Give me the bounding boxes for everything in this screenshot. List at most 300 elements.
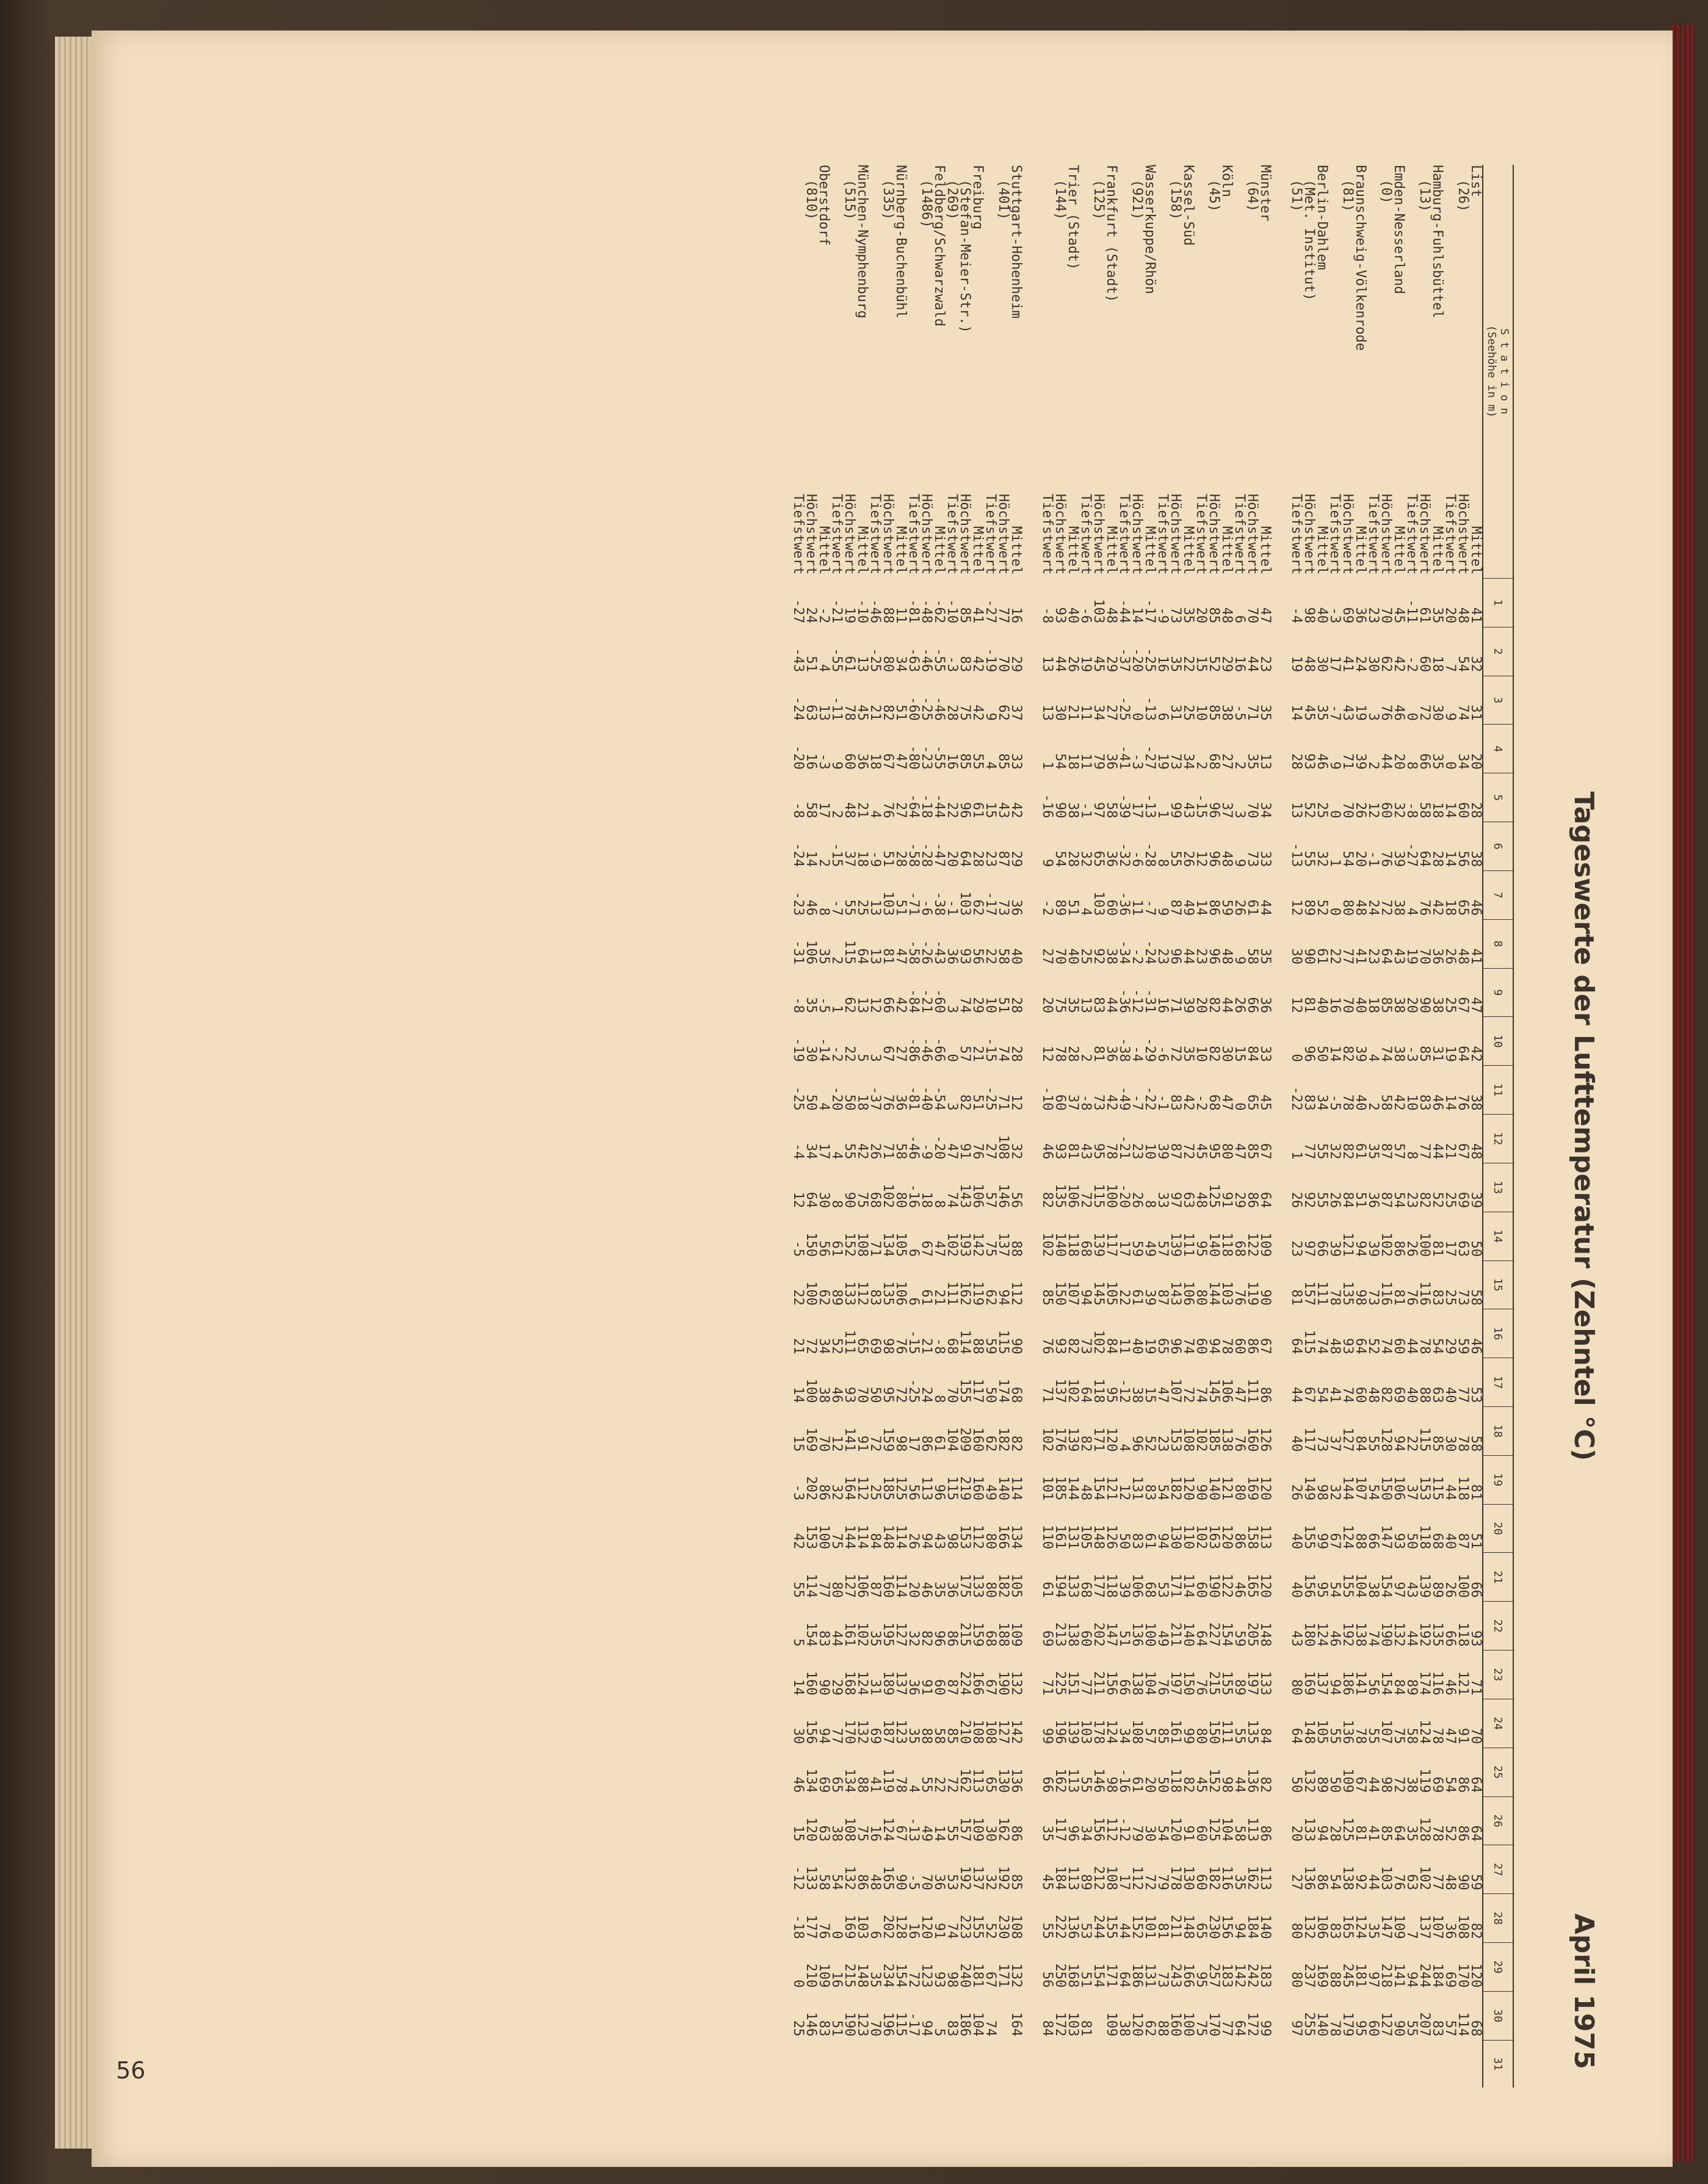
temperature-value: 35 <box>1245 753 1260 770</box>
temperature-value: 73 <box>1078 1338 1093 1354</box>
temperature-value: 68 <box>1142 1582 1157 1598</box>
temperature-value: 26 <box>1442 1582 1458 1598</box>
temperature-value: 13 <box>1257 753 1273 770</box>
temperature-value: 156 <box>1104 1671 1119 1696</box>
temperature-value: -39 <box>1116 794 1132 819</box>
temperature-value: 86 <box>1008 1825 1024 1842</box>
temperature-value: 43 <box>1391 948 1406 965</box>
temperature-value: -28 <box>1142 842 1157 867</box>
temperature-value: 92 <box>1353 1874 1368 1890</box>
value-type-label: Höchstwert <box>1378 493 1394 575</box>
temperature-value: 105 <box>1104 1281 1119 1306</box>
temperature-value: 155 <box>1104 1914 1119 1939</box>
temperature-value: 55 <box>970 753 985 770</box>
temperature-value: 83 <box>1417 1094 1432 1111</box>
temperature-value: -1 <box>944 899 960 916</box>
temperature-value: 15 <box>1193 656 1209 673</box>
temperature-value: 64 <box>1455 1046 1471 1062</box>
temperature-value: 108 <box>1181 1427 1196 1452</box>
temperature-value: -32 <box>1116 842 1132 867</box>
station-name-cell: Stuttgart-Hohenheim <box>1008 165 1024 319</box>
temperature-value: 21 <box>855 802 870 819</box>
temperature-value: 47 <box>1219 1094 1234 1111</box>
temperature-value <box>1469 2040 1483 2088</box>
temperature-value: 1 <box>1155 810 1170 819</box>
temperature-value: 69 <box>1340 607 1355 624</box>
temperature-value: 137 <box>970 1866 985 1890</box>
temperature-value: 58 <box>1404 1727 1419 1745</box>
temperature-value: -18 <box>919 794 934 819</box>
temperature-value: 84 <box>1104 1338 1119 1354</box>
temperature-value: 98 <box>893 1435 908 1452</box>
temperature-value: 146 <box>803 2012 819 2037</box>
temperature-value: 33 <box>1257 850 1273 867</box>
temperature-value: -38 <box>1116 1037 1132 1062</box>
temperature-value: -9 <box>919 1143 934 1160</box>
temperature-value: 113 <box>1245 1817 1260 1842</box>
temperature-value: 48 <box>1366 1387 1381 1403</box>
temperature-value: 172 <box>1052 2012 1068 2037</box>
temperature-value: 20 <box>1040 997 1055 1013</box>
temperature-value: 116 <box>1417 1281 1432 1306</box>
temperature-value: 28 <box>970 850 985 867</box>
temperature-value: 0 <box>829 1931 844 1939</box>
temperature-value: 111 <box>1219 1719 1234 1745</box>
temperature-value: 22 <box>842 1046 857 1062</box>
temperature-value: 76 <box>880 802 896 819</box>
temperature-value: 18 <box>1430 656 1445 673</box>
temperature-value <box>1143 2040 1156 2088</box>
temperature-value: 84 <box>867 1533 883 1549</box>
temperature-value: 68 <box>1468 2020 1483 2037</box>
temperature-value: 22 <box>1327 948 1342 965</box>
temperature-value: 84 <box>1340 1191 1355 1209</box>
temperature-value: 57 <box>1442 2020 1458 2037</box>
temperature-value: 59 <box>1129 1240 1145 1257</box>
temperature-value: 26 <box>1181 850 1196 867</box>
temperature-value: 56 <box>1366 1679 1381 1696</box>
temperature-value: 51 <box>1078 1971 1093 1988</box>
temperature-value: 47 <box>1232 1143 1247 1160</box>
temperature-value: 192 <box>957 1866 972 1890</box>
temperature-value: 86 <box>1455 1776 1471 1793</box>
temperature-value: -5 <box>1232 704 1247 721</box>
temperature-value: 35 <box>1366 1923 1381 1939</box>
temperature-value: 110 <box>1040 1525 1055 1549</box>
table-row <box>1092 165 1105 2088</box>
temperature-value: -6 <box>1078 607 1093 624</box>
temperature-value: 127 <box>842 1574 857 1598</box>
temperature-value: 98 <box>1314 1484 1330 1501</box>
temperature-value: 83 <box>1129 1533 1145 1549</box>
temperature-value: 82 <box>1078 1435 1093 1452</box>
station-name-cell: Feldberg/Schwarzwald <box>932 165 947 327</box>
station-name-cell <box>792 165 805 470</box>
temperature-value: 70 <box>1417 948 1432 965</box>
temperature-value: 35 <box>867 1971 883 1988</box>
temperature-value: 81 <box>1430 1240 1445 1257</box>
temperature-value: 4 <box>829 1151 844 1160</box>
day-header: 13 <box>1483 1163 1513 1212</box>
temperature-value: -86 <box>906 1037 921 1062</box>
temperature-value: -47 <box>932 842 947 867</box>
temperature-value: 130 <box>996 1768 1011 1793</box>
temperature-value: -7 <box>1327 704 1342 721</box>
temperature-value: 44 <box>1430 1143 1445 1160</box>
temperature-value: 182 <box>996 1574 1011 1598</box>
temperature-value: -27 <box>791 599 806 624</box>
temperature-value: -43 <box>791 648 806 673</box>
temperature-value: 67 <box>1327 1533 1342 1549</box>
temperature-value: -55 <box>932 648 947 673</box>
temperature-value: 55 <box>1327 1727 1342 1745</box>
value-type-label: Tiefstwert <box>944 493 960 575</box>
station-name-cell: München-Nymphenburg <box>855 165 870 319</box>
temperature-value: 150 <box>1378 1476 1394 1501</box>
temperature-value: 70 <box>867 2020 883 2037</box>
temperature-value: -46 <box>919 648 934 673</box>
temperature-value: 33 <box>1155 1191 1170 1209</box>
temperature-value <box>920 2040 933 2088</box>
temperature-value: 40 <box>1404 1387 1419 1403</box>
temperature-value: 99 <box>1257 2020 1273 2037</box>
temperature-value: 26 <box>1232 997 1247 1013</box>
station-name-cell: Köln <box>1219 165 1234 197</box>
temperature-value: 9 <box>829 761 844 770</box>
temperature-value: 88 <box>1353 1533 1368 1549</box>
temperature-value: 103 <box>1091 891 1106 916</box>
temperature-value: 20 <box>1193 607 1209 624</box>
temperature-value: 28 <box>1289 753 1304 770</box>
temperature-value: 48 <box>1219 948 1234 965</box>
book-page <box>92 31 1673 2167</box>
temperature-value: 36 <box>932 1874 947 1890</box>
temperature-value: 114 <box>855 1525 870 1549</box>
temperature-value: 105 <box>1008 1574 1024 1598</box>
temperature-value: 99 <box>1040 1727 1055 1745</box>
temperature-value: 48 <box>842 802 857 819</box>
temperature-value: 114 <box>1181 1574 1196 1598</box>
temperature-value: 133 <box>1257 1671 1273 1696</box>
temperature-value: 3 <box>867 1054 883 1062</box>
temperature-value: -13 <box>1289 842 1304 867</box>
temperature-value <box>817 2040 830 2088</box>
temperature-value: 39 <box>1353 1046 1368 1062</box>
temperature-value: 39 <box>1366 1240 1381 1257</box>
temperature-value: 90 <box>1193 1484 1209 1501</box>
temperature-value: 46 <box>1468 1338 1483 1354</box>
temperature-value: 154 <box>1091 1963 1106 1988</box>
station-name-cell: (125) <box>1091 179 1106 220</box>
temperature-value: 6 <box>906 1248 921 1257</box>
temperature-value: 101 <box>1142 1914 1157 1939</box>
temperature-value: 32 <box>1314 850 1330 867</box>
table-row <box>1380 165 1392 2088</box>
temperature-value: 95 <box>880 1387 896 1403</box>
temperature-value: 60 <box>1353 1387 1368 1403</box>
temperature-value: 60 <box>1193 1582 1209 1598</box>
temperature-value: 63 <box>1181 1191 1196 1209</box>
temperature-value: 58 <box>1245 948 1260 965</box>
temperature-value: 118 <box>1455 1622 1471 1647</box>
temperature-value: 94 <box>1314 1825 1330 1842</box>
temperature-value: 104 <box>1142 1671 1157 1696</box>
temperature-value: -15 <box>1193 794 1209 819</box>
temperature-value: 64 <box>1232 2020 1247 2037</box>
temperature-value: 18 <box>1442 899 1458 916</box>
temperature-value: 4 <box>1366 1054 1381 1062</box>
temperature-value: 18 <box>855 1094 870 1111</box>
temperature-value: -17 <box>1142 599 1157 624</box>
station-name-cell: (158) <box>1168 179 1183 220</box>
temperature-value: 120 <box>1129 2012 1145 2037</box>
temperature-value: 86 <box>1455 1825 1471 1842</box>
temperature-value: 23 <box>1155 1435 1170 1452</box>
temperature-value: 23 <box>983 850 998 867</box>
temperature-value: 67 <box>1353 1776 1368 1793</box>
temperature-value: 165 <box>1340 1914 1355 1939</box>
temperature-value: 84 <box>1391 1679 1406 1696</box>
temperature-value: 124 <box>880 1817 896 1842</box>
temperature-value: 22 <box>1181 656 1196 673</box>
temperature-value: 41 <box>1340 656 1355 673</box>
temperature-value: 37 <box>1404 1484 1419 1501</box>
temperature-value: 86 <box>944 1630 960 1647</box>
temperature-value: 44 <box>1104 997 1119 1013</box>
temperature-value: 187 <box>880 1719 896 1745</box>
temperature-value: 50 <box>1404 1533 1419 1549</box>
temperature-value: 90 <box>816 1679 831 1696</box>
station-name-cell <box>1156 165 1169 470</box>
table-row <box>1054 165 1066 2088</box>
temperature-value: 51 <box>829 2020 844 2037</box>
temperature-value: 91 <box>957 1143 972 1160</box>
temperature-value: 2 <box>1232 761 1247 770</box>
value-type-label: Höchstwert <box>880 493 896 575</box>
temperature-value: 141 <box>1353 1671 1368 1696</box>
temperature-value: 97 <box>1301 1240 1317 1257</box>
temperature-value: 6 <box>867 1931 883 1939</box>
temperature-value: 103 <box>880 891 896 916</box>
temperature-value: -9 <box>867 850 883 867</box>
temperature-value: -34 <box>1116 940 1132 965</box>
temperature-value: -49 <box>1116 1086 1132 1111</box>
temperature-value: 184 <box>1430 1963 1445 1988</box>
temperature-value: 14 <box>1442 1094 1458 1111</box>
temperature-value: 35 <box>1065 997 1080 1013</box>
temperature-value: 51 <box>970 1094 985 1111</box>
temperature-value: 111 <box>1245 1378 1260 1403</box>
table-row <box>1392 165 1405 2088</box>
value-type-label: Mittel <box>932 526 947 575</box>
temperature-value: 98 <box>880 1338 896 1354</box>
temperature-value <box>1303 2040 1315 2088</box>
temperature-value: 124 <box>855 1671 870 1696</box>
temperature-value: 161 <box>1168 1719 1183 1745</box>
temperature-value: 61 <box>1129 1289 1145 1306</box>
temperature-value: 141 <box>1391 1963 1406 1988</box>
temperature-value: 33 <box>1257 1046 1273 1062</box>
temperature-value: 34 <box>816 1338 831 1354</box>
temperature-value: 157 <box>1301 1281 1317 1306</box>
temperature-value: 14 <box>932 1825 947 1842</box>
temperature-value: 43 <box>932 1533 947 1549</box>
temperature-value: 102 <box>1193 1525 1209 1549</box>
temperature-value: 42 <box>1391 656 1406 673</box>
temperature-value: 2 <box>1078 1054 1093 1062</box>
temperature-value: 5 <box>791 1638 806 1647</box>
temperature-value: 132 <box>855 1719 870 1745</box>
temperature-value: 66 <box>1116 1679 1132 1696</box>
temperature-value: 81 <box>1353 1825 1368 1842</box>
table-row <box>1315 165 1328 2088</box>
day-header: 22 <box>1483 1602 1513 1651</box>
temperature-value: 107 <box>1430 1914 1445 1939</box>
temperature-value: -60 <box>906 696 921 721</box>
temperature-value: 90 <box>893 1874 908 1890</box>
temperature-value: 15 <box>983 802 998 819</box>
temperature-value <box>1207 2040 1220 2088</box>
temperature-value: 72 <box>1078 1191 1093 1209</box>
temperature-value <box>869 2040 881 2088</box>
temperature-value: 82 <box>1257 1776 1273 1793</box>
temperature-value: 25 <box>1078 948 1093 965</box>
temperature-value: 24 <box>1353 656 1368 673</box>
temperature-value: 16 <box>906 1923 921 1939</box>
temperature-value: 146 <box>1091 1768 1106 1793</box>
temperature-value: 32 <box>829 1484 844 1501</box>
temperature-value: 25 <box>1181 704 1196 721</box>
temperature-value: 30 <box>1430 704 1445 721</box>
temperature-value: 109 <box>970 1817 985 1842</box>
value-type-label: Tiefstwert <box>1232 493 1247 575</box>
temperature-value: 243 <box>1168 1963 1183 1988</box>
temperature-value: 82 <box>1206 1046 1221 1062</box>
temperature-value: 21 <box>791 1338 806 1354</box>
temperature-value: 149 <box>1301 1476 1317 1501</box>
temperature-value: -19 <box>791 1037 806 1062</box>
temperature-value: 190 <box>1206 1574 1221 1598</box>
temperature-value: 50 <box>1327 1776 1342 1793</box>
temperature-value: 184 <box>1245 1914 1260 1939</box>
temperature-value: 16 <box>1008 607 1024 624</box>
temperature-value: 43 <box>996 802 1011 819</box>
temperature-value: 54 <box>1430 1338 1445 1354</box>
temperature-value: 7 <box>1404 1931 1419 1939</box>
temperature-value: 72 <box>803 1338 819 1354</box>
temperature-value: 93 <box>932 1971 947 1988</box>
temperature-value: 82 <box>1340 1143 1355 1160</box>
value-type-label: Höchstwert <box>957 493 972 575</box>
temperature-value <box>894 2040 907 2088</box>
temperature-value: 91 <box>919 1679 934 1696</box>
temperature-value: 9 <box>983 712 998 721</box>
temperature-value: 76 <box>1232 1289 1247 1306</box>
temperature-value: 113 <box>1065 1866 1080 1890</box>
temperature-value: 80 <box>1219 1143 1234 1160</box>
temperature-value: 152 <box>1206 1768 1221 1793</box>
temperature-value: 74 <box>1193 1387 1209 1403</box>
temperature-value: 12 <box>1366 802 1381 819</box>
temperature-value: 153 <box>803 1525 819 1549</box>
temperature-value: 64 <box>1353 1338 1368 1354</box>
temperature-value: 23 <box>1155 948 1170 965</box>
temperature-value: 65 <box>1245 1094 1260 1111</box>
temperature-value: 114 <box>803 1574 819 1598</box>
temperature-value: 72 <box>893 1387 908 1403</box>
temperature-value: 136 <box>1245 1768 1260 1793</box>
temperature-value: 115 <box>1417 1427 1432 1452</box>
temperature-value: -16 <box>906 1184 921 1209</box>
temperature-value: 114 <box>893 1525 908 1549</box>
temperature-value: 71 <box>1340 753 1355 770</box>
temperature-value: -6 <box>919 899 934 916</box>
temperature-value: 42 <box>893 997 908 1013</box>
temperature-value: 78 <box>893 1776 908 1793</box>
temperature-value: 70 <box>1245 607 1260 624</box>
temperature-value: 16 <box>1232 656 1247 673</box>
temperature-value: 162 <box>1052 1768 1068 1793</box>
temperature-value: 27 <box>1289 1874 1304 1890</box>
temperature-value: 242 <box>1245 1963 1260 1988</box>
temperature-value: 64 <box>1257 1191 1273 1209</box>
temperature-value: 91 <box>855 1435 870 1452</box>
temperature-value: 41 <box>1468 607 1483 624</box>
temperature-value: 16 <box>829 1971 844 1988</box>
station-name-cell: List <box>1468 165 1483 197</box>
temperature-value: 152 <box>1129 1914 1145 1939</box>
temperature-value: 66 <box>1468 1582 1483 1598</box>
temperature-value: 84 <box>1353 1435 1368 1452</box>
temperature-value: 133 <box>842 1281 857 1306</box>
temperature-value: 161 <box>1052 1525 1068 1549</box>
temperature-value: 154 <box>1219 1622 1234 1647</box>
temperature-value: -7 <box>829 899 844 916</box>
temperature-value: 148 <box>880 1525 896 1549</box>
temperature-value: 39 <box>1155 1143 1170 1160</box>
temperature-value: -6 <box>1155 1046 1170 1062</box>
temperature-value: 136 <box>1340 1719 1355 1745</box>
temperature-value: 60 <box>1104 899 1119 916</box>
temperature-value: 104 <box>1219 1817 1234 1842</box>
temperature-value: 60 <box>1232 1338 1247 1354</box>
temperature-value: 81 <box>1468 1484 1483 1501</box>
temperature-value: 65 <box>1091 850 1106 867</box>
temperature-value: 68 <box>1078 1240 1093 1257</box>
temperature-value: 137 <box>1417 1914 1432 1939</box>
temperature-value: 44 <box>1232 1776 1247 1793</box>
day-header: 21 <box>1483 1553 1513 1602</box>
temperature-value <box>1392 2040 1405 2088</box>
temperature-value: 85 <box>1040 1289 1055 1306</box>
temperature-value: 82 <box>1065 1338 1080 1354</box>
temperature-value: 36 <box>1353 607 1368 624</box>
temperature-value: 122 <box>1219 1574 1234 1598</box>
temperature-value: 30 <box>1052 704 1068 721</box>
temperature-value: 78 <box>1052 1046 1068 1062</box>
temperature-value: 34 <box>1455 753 1471 770</box>
temperature-value: 61 <box>1129 1776 1145 1793</box>
temperature-value: 110 <box>1181 1525 1196 1549</box>
temperature-value: 72 <box>944 1776 960 1793</box>
temperature-value: 43 <box>1078 1143 1093 1160</box>
temperature-value: 84 <box>1257 1727 1273 1745</box>
temperature-value: 100 <box>1181 2012 1196 2037</box>
temperature-value: 73 <box>1155 1971 1170 1988</box>
temperature-value: 8 <box>932 1395 947 1403</box>
temperature-value: 42 <box>1430 899 1445 916</box>
value-type-label: Tiefstwert <box>1404 493 1419 575</box>
